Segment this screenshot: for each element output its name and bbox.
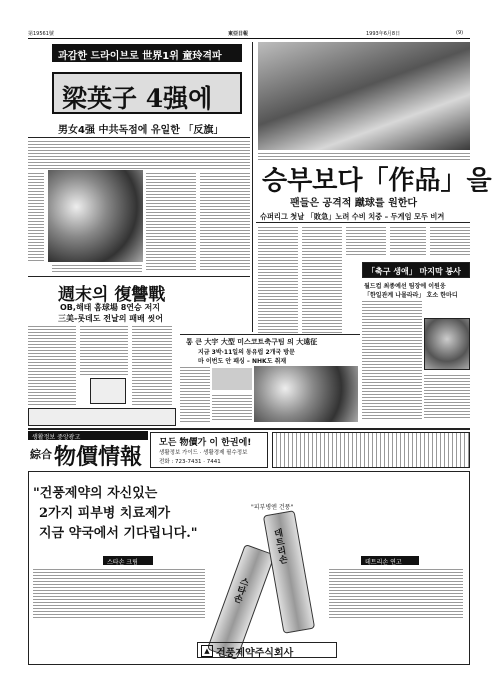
soccer-body-col1	[258, 226, 298, 334]
price-label-bar: 생활정보 중앙광고	[28, 431, 148, 440]
weekend-sub2: 三美-롯데도 전날의 패배 씻어	[58, 314, 163, 323]
weekend-body-b	[80, 325, 128, 375]
issue-date: 1993年6月8日	[366, 31, 401, 37]
weekend-headline: 週末의 復讐戰	[58, 285, 166, 305]
left-small-box	[28, 408, 176, 426]
score-table	[90, 378, 126, 404]
lead-body-text	[28, 140, 250, 170]
price-promo-box: 모든 物價가 이 한권에! 생활정보 가이드 · 생활경제 필수정보 전화 : 723-7431 · 7441	[150, 432, 268, 468]
price-display-ad	[272, 432, 470, 468]
ad-body-right	[329, 568, 463, 620]
soccer-body-col3	[346, 226, 386, 256]
weekend-body-c	[132, 325, 172, 405]
tour-logo	[212, 368, 252, 390]
soccer-side-box: 「축구 생애」 마지막 봉사	[362, 262, 470, 278]
tour-body-2	[212, 394, 252, 422]
soccer-side-body-2	[424, 374, 470, 420]
soccer-subhead: 팬들은 공격적 蹴球를 원한다	[290, 198, 418, 209]
lead-headline: 梁英子 4强에	[52, 72, 242, 114]
tour-body	[180, 366, 210, 422]
tour-photo	[254, 366, 358, 422]
soccer-body-col2	[302, 226, 342, 334]
ad-quote: "피부병엔 건풍"	[251, 504, 294, 511]
ad-company-bar: ▲ 건풍제약주식회사	[197, 642, 337, 658]
page-number: (9)	[456, 30, 464, 36]
soccer-body-col5	[430, 226, 470, 256]
ad-product-label-2: 데트리손 연고	[361, 556, 419, 565]
ad-headline-line2: 2가지 피부병 치료제가	[39, 506, 171, 521]
weekend-body-a	[28, 325, 76, 405]
ad-product-label-1: 스타손 크림	[103, 556, 153, 565]
tour-headline: 통 큰 大宇 大型 미스코트축구팀 의 大遠征	[186, 338, 318, 346]
soccer-side-body	[362, 300, 422, 420]
issue-number: 第19561號	[28, 31, 54, 37]
soccer-side-sub2: 「한일관계 나몰라라」 호소 한마디	[364, 292, 458, 299]
soccer-headline: 승부보다「作品」을	[262, 166, 492, 196]
ad-product-tube-2: 데트리손	[263, 510, 315, 634]
company-logo-icon: ▲	[201, 645, 213, 657]
soccer-photo	[258, 42, 470, 150]
lead-caption	[52, 264, 142, 274]
newspaper-name: 東亞日報	[228, 31, 249, 37]
soccer-deck: 슈퍼리그 첫날 「敗急」노려 수비 치중 – 두게임 모두 비겨	[260, 212, 445, 221]
price-title-prefix: 綜合	[30, 448, 52, 461]
pharma-ad	[28, 471, 470, 665]
tour-sub2: 마 이번도 안 패싱 – NHK도 취재	[198, 358, 287, 365]
lead-body-col1	[28, 172, 44, 262]
ad-product-tube-1: 스타손	[207, 544, 275, 660]
ad-headline-line3: 지금 약국에서 기다립니다."	[39, 526, 198, 541]
ad-headline-line1: "건풍제약의 자신있는	[33, 486, 158, 501]
lead-body-col2	[146, 172, 196, 272]
tour-sub1: 지금 3박·11일의 동유럽 2개국 방문	[198, 349, 295, 356]
soccer-side-sub1: 월드컵 최종예선 팀장에 이원웅	[364, 283, 446, 290]
lead-subhead: 男女4强 中共독점에 유일한 「反旗」	[58, 125, 224, 136]
lead-body-col3	[200, 172, 250, 272]
soccer-side-portrait	[424, 318, 470, 370]
lead-photo	[48, 170, 143, 262]
weekend-sub1: OB,해태 홈球場 8연승 저지	[60, 303, 160, 312]
soccer-photo-caption	[258, 152, 470, 160]
lead-kicker: 과감한 드라이브로 世界1위 童玲격파	[52, 44, 242, 62]
price-title: 物價情報	[54, 444, 143, 470]
soccer-body-col4	[390, 226, 426, 256]
masthead	[28, 30, 470, 39]
ad-body-left	[33, 568, 205, 620]
